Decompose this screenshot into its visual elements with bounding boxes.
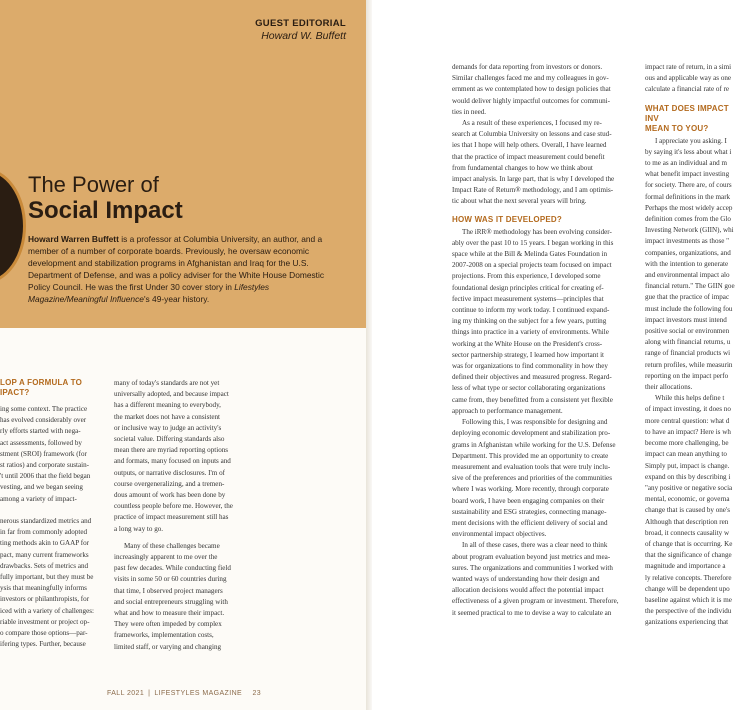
right-col1-para4: Following this, I was responsible for designing and deploying economic development and stabilization pro- grams in Afghanistan while working for the U.S. Defense Department. This provided me an opportunity to create measurement and evaluation tools that were truly inclu- sive of the preferences and priorities of the communities where I was working. More recently, through corporate board work, I have been engaging companies on their sustainability and ESG strategies, connecting manage- ment decisions with the efficient delivery of social and environmental impact objectives. [452, 418, 616, 539]
intro-name: Howard Warren Buffett [28, 234, 119, 244]
section-label: GUEST EDITORIAL [255, 18, 346, 29]
article-title [28, 173, 183, 225]
left-column-1 [0, 378, 108, 650]
author-intro [28, 233, 346, 305]
title-line-2: Social Impact [28, 197, 183, 224]
right-col1-para3: The iRR® methodology has been evolving consider- ably over the past 10 to 15 years. I began working in this space while at the Bill & Melinda Gates Foundation in 2007-2008 on a special projects team focused on impact projections. From this experience, I developed some foundational design principles critical for creating ef- fective impact measurement systems—principles that continue to inform my work today. I continued expand- ing my thinking on the subject for a few years, putting things into practice in a variety of environments. While working at the White House on the President's cross- sector partnership strategy, I learned how important it was for organizations to find commonality in how they defined their objectives and measured progress. Regard- less of what type or sector collaborating organizations came from, they benefitted from a consistent yet flexible approach to performance management. [452, 227, 614, 415]
editorial-kicker [255, 18, 346, 42]
intro-end: 's 49-year history. [143, 294, 210, 304]
right-heading-meaning: WHAT DOES IMPACT INV MEAN TO YOU? [645, 103, 729, 133]
left-col2-para1: many of today's standards are not yet universally adopted, and because impact has a different meaning to everybody, the market does not have a consistent or inclusive way to judge an activity's societal value. Differing standards also mean there are myriad reporting options and formats, many focused on inputs and outputs, or narrative disclosures. I'm of course overgeneralizing, and a tremen- dous amount of work has been done by countless people before me. However, the practice of impact measurement still has a long way to go. [114, 379, 233, 533]
left-col2-para2: Many of these challenges became increasingly apparent to me over the past few decades. While conducting field visits in some 50 or 60 countries during that time, I observed project managers and social entrepreneurs struggling with what and how to measure their impact. They were often impeded by complex frameworks, implementation costs, limited staff, or varying and changing [114, 541, 231, 651]
author-byline: Howard W. Buffett [261, 30, 346, 42]
left-page [0, 0, 368, 710]
title-line-1: The Power of [28, 172, 159, 197]
right-col1-para5: In all of these cases, there was a clear need to think about program evaluation beyond just metrics and mea- sures. The organizations and communities I worked with wanted ways of understanding how their design and allocation decisions would affect the potential impact effectiveness of a given program or investment. Therefore, it seemed practical to me to devise a way to calculate an [452, 541, 619, 617]
left-col1-text: ing some context. The practice has evolved considerably over rly efforts started with nega- act assessments, followed by stment (SROI) framework (for st ratios) and corporate sustain- 't until 2006 that the field began vesting, and we began seeing among a variety of impact- nerous standardized metrics and in far from commonly adopted ting methods akin to GAAP for pact, many current frameworks drawbacks. Sets of metrics and fully important, but they must be ysis that meaningfully informs investors or philanthropists, for iced with a variety of challenges: riable investment or project op- o compare those options—par- ifering types. Further, because [0, 405, 94, 649]
hero-banner [0, 0, 368, 328]
right-col1-para2: As a result of these experiences, I focused my re- search at Columbia University on lessons and case stud- ies that I hope will help others. Overall, I have learned that the practice of impact measurement could benefit from fundamental changes to how we think about impact analysis. In large part, that is why I developed the Impact Rate of Return® methodology, and I am optimis- tic about what the next several years will bring. [452, 119, 615, 206]
right-col2-para2: I appreciate you asking. I by saying it's less about what i to me as an individual and m what benefit impact investing for society. There are, of cours formal definitions in the mark Perhaps the most widely accep definition comes from the Glo Investing Network (GIIN), whi impact investments as those " companies, organizations, and with the intention to generate and environmental impact alo financial return." The GIIN goe gue that the practice of impac must include the following fou impact investors must intend positive social or environmen along with financial returns, u range of financial products wi return profiles, while measurin reporting on the impact perfo their allocations. [645, 136, 735, 392]
author-portrait [0, 168, 26, 284]
intro-text: is a professor at Columbia University, an author, and a member of a number of corporate boards. Previously, he oversaw economic development and stabilization programs in Afghanistan and Iraq for the U.S. Department of Defense, and was a policy adviser for the White House Domestic Policy Council. He was the first Under 30 cover story in [28, 234, 325, 292]
footer-page-number: 23 [252, 690, 262, 697]
right-col1-para1: demands for data reporting from investors or donors. Similar challenges faced me and my colleagues in gov- ernment as we contemplated how to design policies that would deliver highly impactful outcomes for communi- ties in need. [452, 63, 611, 116]
footer-issue: FALL 2021 [106, 690, 145, 697]
right-col2-para3: While this helps define t of impact investing, it does no more central question: what d to have an impact? Here is wh become more challenging, be impact can mean anything to Simply put, impact is change. expand on this by describing i "any positive or negative socia mental, economic, or governa change that is caused by one's Although that description ren broad, it connects causality w of change that is occurring. Ke that the significance of change magnitude and importance a ly relative concepts. Therefore change will be dependent upo baseline against which it is me the perspective of the individu ganizations experiencing that [645, 394, 733, 627]
page-footer: FALL 2021 | LIFESTYLES MAGAZINE 23 [106, 690, 262, 697]
right-col2-para1: impact rate of return, in a simi ous and applicable way as one calculate a financial rate of re [645, 63, 732, 94]
right-page [372, 0, 740, 710]
right-column-1 [452, 62, 628, 619]
right-column-2 [645, 62, 740, 629]
left-heading: LOP A FORMULA TO IPACT? [0, 378, 83, 397]
intro-italic: Lifestyles Magazine/Meaningful Influence [28, 282, 270, 304]
right-heading-developed: HOW WAS IT DEVELOPED? [452, 214, 562, 224]
left-column-2 [114, 378, 254, 653]
footer-magazine: LIFESTYLES MAGAZINE [154, 690, 243, 697]
